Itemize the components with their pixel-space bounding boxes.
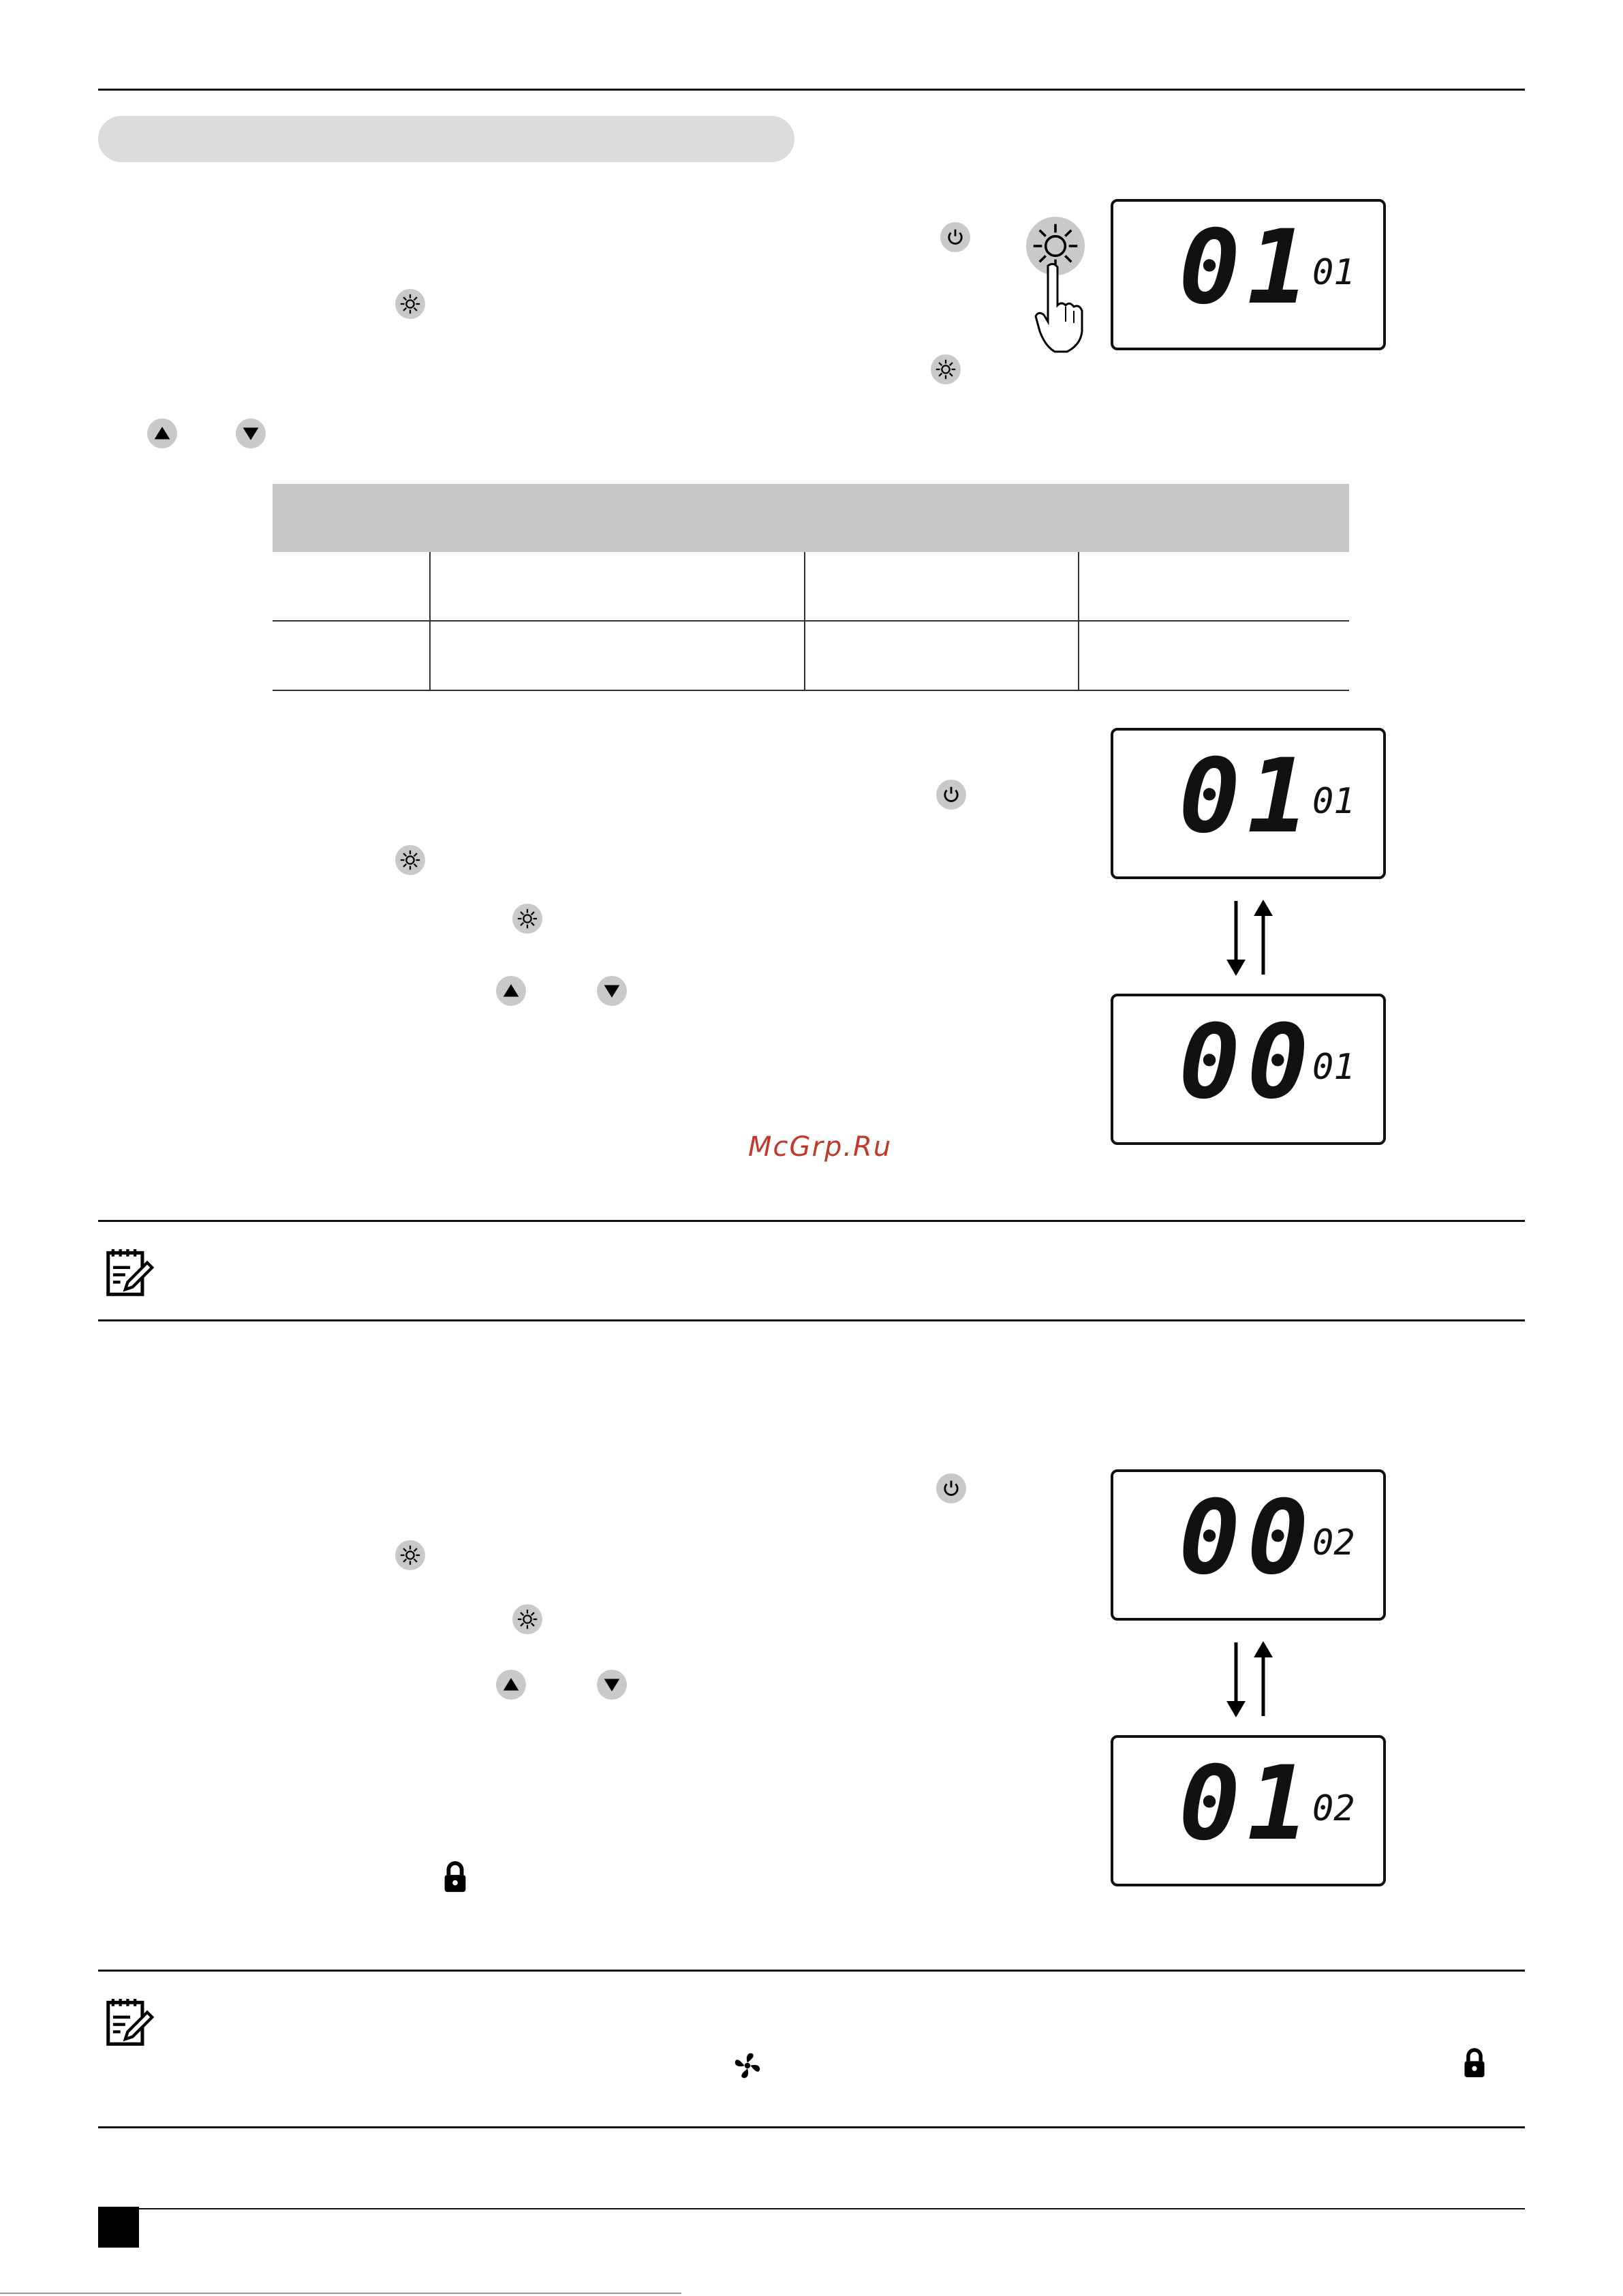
lcd-main-value: 00 xyxy=(1179,1003,1316,1122)
table-row xyxy=(273,621,1349,690)
section-header-bar xyxy=(98,116,794,162)
bottom-scan-line xyxy=(0,2293,681,2294)
toggle-arrows xyxy=(1220,1640,1281,1719)
lcd-main-value: 01 xyxy=(1179,1745,1316,1863)
lcd-sub-value: 01 xyxy=(1312,1047,1355,1088)
light-icon xyxy=(512,904,542,934)
lcd-display xyxy=(1111,728,1386,879)
note-rule-top xyxy=(98,1220,1525,1222)
footer-rule xyxy=(98,2208,1525,2209)
table-cell xyxy=(1079,621,1349,690)
lcd-display xyxy=(1111,199,1386,350)
lcd-display xyxy=(1111,1735,1386,1886)
arrow-down-icon xyxy=(236,418,266,448)
lcd-sub-value: 02 xyxy=(1312,1788,1355,1829)
table-header xyxy=(273,484,1349,552)
toggle-arrows xyxy=(1220,898,1281,977)
lcd-display xyxy=(1111,994,1386,1145)
lcd-sub-value: 01 xyxy=(1312,781,1355,822)
lcd-display xyxy=(1111,1469,1386,1621)
table-cell xyxy=(273,621,430,690)
watermark: McGrp.Ru xyxy=(748,1131,893,1163)
table-cell xyxy=(273,552,430,621)
note-icon xyxy=(101,1243,159,1302)
arrow-up-icon xyxy=(496,1670,526,1700)
note-rule-top xyxy=(98,1970,1525,1972)
settings-table xyxy=(273,484,1349,691)
note-rule-bottom xyxy=(98,2126,1525,2128)
light-icon xyxy=(931,354,961,384)
light-icon xyxy=(395,845,425,875)
lcd-main-value: 01 xyxy=(1179,737,1316,856)
lcd-sub-value: 02 xyxy=(1312,1522,1355,1563)
top-rule xyxy=(98,89,1525,91)
hand-pointer-icon xyxy=(1027,259,1089,354)
power-icon xyxy=(936,1473,966,1503)
lcd-main-value: 01 xyxy=(1179,209,1316,327)
lcd-sub-value: 01 xyxy=(1312,252,1355,293)
power-icon xyxy=(940,222,970,252)
table-cell xyxy=(805,552,1079,621)
table-cell xyxy=(430,621,805,690)
arrow-down-icon xyxy=(597,976,627,1006)
light-icon xyxy=(395,289,425,319)
light-icon xyxy=(512,1604,542,1634)
table-row xyxy=(273,552,1349,621)
table-cell xyxy=(1079,552,1349,621)
fan-icon xyxy=(730,2049,764,2083)
lock-icon xyxy=(1461,2047,1488,2080)
lcd-main-value: 00 xyxy=(1179,1479,1316,1597)
lock-icon xyxy=(440,1861,470,1895)
note-rule-bottom xyxy=(98,1319,1525,1321)
arrow-up-icon xyxy=(496,976,526,1006)
table-cell xyxy=(430,552,805,621)
page-number-box xyxy=(98,2207,139,2248)
note-icon xyxy=(101,1993,159,2051)
light-icon xyxy=(395,1540,425,1570)
power-icon xyxy=(936,780,966,810)
arrow-up-icon xyxy=(147,418,177,448)
table-cell xyxy=(805,621,1079,690)
arrow-down-icon xyxy=(597,1670,627,1700)
